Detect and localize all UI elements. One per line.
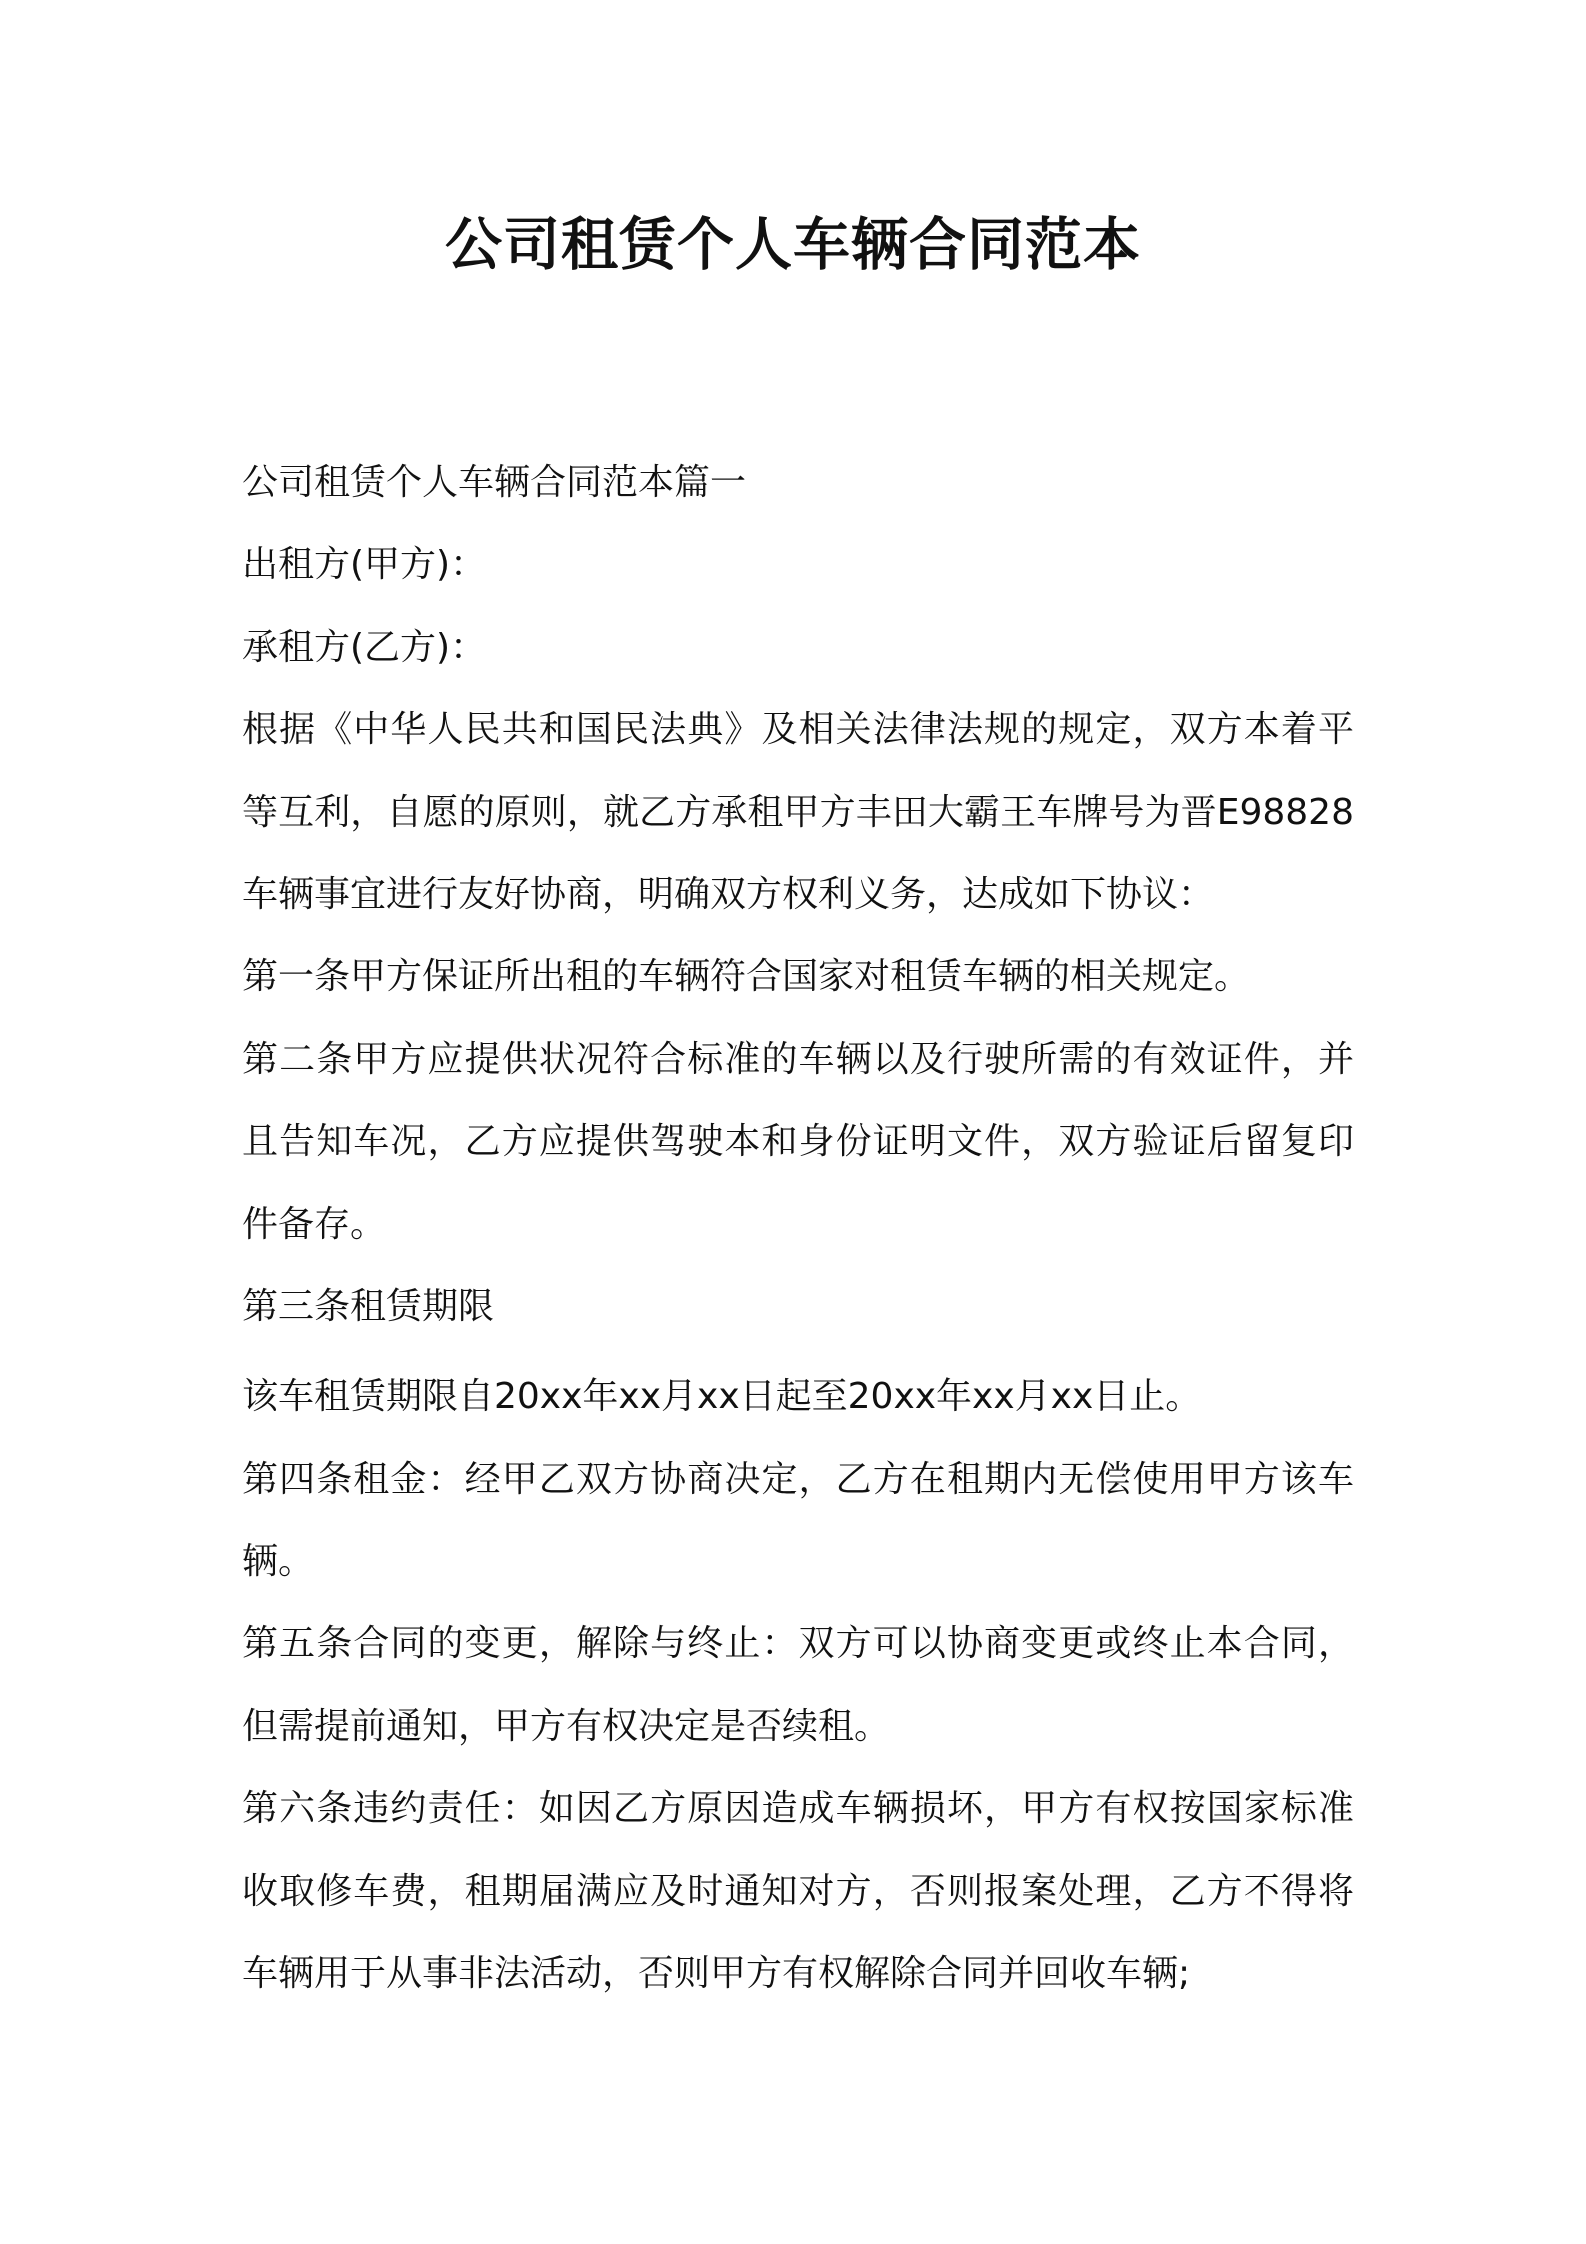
- clause-line: 且告知车况，乙方应提供驾驶本和身份证明文件，双方验证后留复印: [242, 1121, 1354, 1163]
- paragraph-line: 车辆事宜进行友好协商，明确双方权利义务，达成如下协议：: [242, 873, 1215, 915]
- contract-body: [242, 442, 1354, 2015]
- clause-line: 该车租赁期限自20xx年xx月xx日起至20xx年xx月xx日止。: [242, 1376, 1202, 1418]
- paragraph-line: 根据《中华人民共和国民法典》及相关法律法规的规定，双方本着平: [242, 709, 1354, 751]
- clause-line: 第四条租金：经甲乙双方协商决定，乙方在租期内无偿使用甲方该车: [242, 1458, 1354, 1500]
- paragraph-line: 等互利，自愿的原则，就乙方承租甲方丰田大霸王车牌号为晋E98828: [242, 791, 1354, 833]
- clause-line: 第六条违约责任：如因乙方原因造成车辆损坏，甲方有权按国家标准: [242, 1788, 1354, 1830]
- clause-line: 第二条甲方应提供状况符合标准的车辆以及行驶所需的有效证件，并: [242, 1038, 1354, 1080]
- clause-line: 第一条甲方保证所出租的车辆符合国家对租赁车辆的相关规定。: [242, 956, 1251, 998]
- section-heading: 公司租赁个人车辆合同范本篇一: [242, 462, 747, 503]
- clause-line: 但需提前通知，甲方有权决定是否续租。: [242, 1705, 891, 1747]
- document-title: 公司租赁个人车辆合同范本: [445, 212, 1141, 278]
- clause-line: 第五条合同的变更，解除与终止：双方可以协商变更或终止本合同，: [242, 1623, 1354, 1665]
- clause-line: 件备存。: [242, 1203, 387, 1245]
- clause-line: 收取修车费，租期届满应及时通知对方，否则报案处理，乙方不得将: [242, 1870, 1354, 1912]
- spacer: [242, 1348, 1354, 1356]
- lessee-line: 承租方(乙方)：: [242, 626, 487, 668]
- clause-line: 车辆用于从事非法活动，否则甲方有权解除合同并回收车辆;: [242, 1953, 1191, 1995]
- clause-line: 辆。: [242, 1541, 315, 1583]
- clause-heading: 第三条租赁期限: [242, 1285, 495, 1327]
- lessor-line: 出租方(甲方)：: [242, 544, 487, 586]
